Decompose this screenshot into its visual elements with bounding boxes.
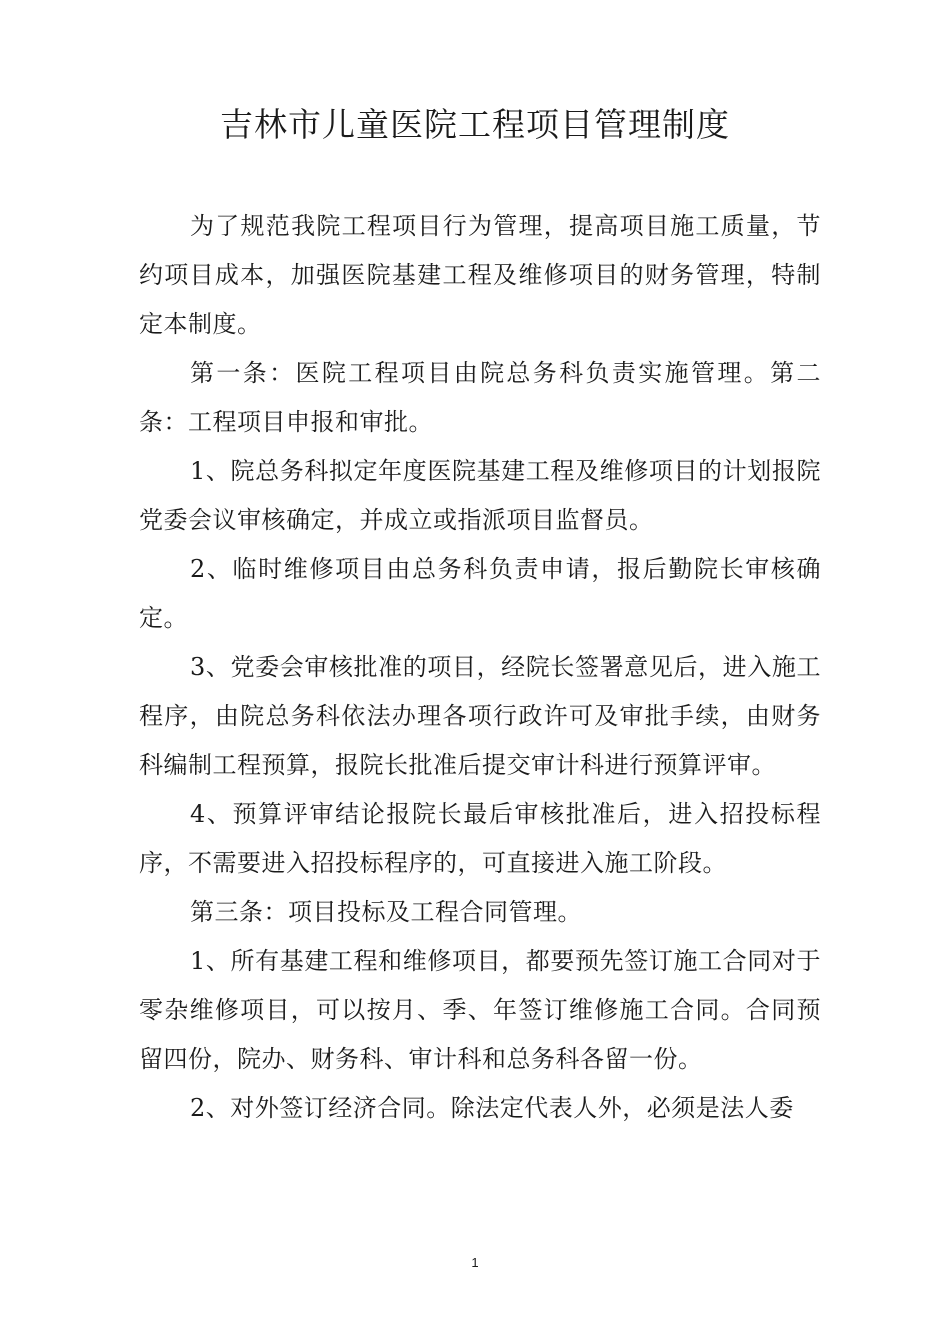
paragraph-item-1: 1、院总务科拟定年度医院基建工程及维修项目的计划报院党委会议审核确定，并成立或指派项目监督员。	[139, 457, 821, 534]
paragraph-item-4: 4、预算评审结论报院长最后审核批准后，进入招投标程序，不需要进入招投标程序的，可直接进入施工阶段。	[139, 800, 821, 877]
paragraph-item-2: 2、临时维修项目由总务科负责申请，报后勤院长审核确定。	[139, 555, 821, 632]
document-body	[139, 202, 821, 1133]
paragraph-item-3: 3、党委会审核批准的项目，经院长签署意见后，进入施工程序，由院总务科依法办理各项行政许可及审批手续，由财务科编制工程预算，报院长批准后提交审计科进行预算评审。	[139, 653, 821, 779]
page-number: 1	[471, 1255, 479, 1270]
paragraph-article-3-item-1: 1、所有基建工程和维修项目，都要预先签订施工合同对于零杂维修项目，可以按月、季、年签订维修施工合同。合同预留四份，院办、财务科、审计科和总务科各留一份。	[139, 947, 821, 1073]
paragraph-article-1-2: 第一条：医院工程项目由院总务科负责实施管理。第二条：工程项目申报和审批。	[139, 359, 821, 436]
document-title: 吉林市儿童医院工程项目管理制度	[220, 105, 730, 144]
paragraph-article-3-item-2: 2、对外签订经济合同。除法定代表人外，必须是法人委	[190, 1094, 794, 1122]
paragraph-intro: 为了规范我院工程项目行为管理，提高项目施工质量，节约项目成本，加强医院基建工程及维修项目的财务管理，特制定本制度。	[139, 212, 821, 338]
paragraph-article-3: 第三条：项目投标及工程合同管理。	[190, 898, 582, 926]
